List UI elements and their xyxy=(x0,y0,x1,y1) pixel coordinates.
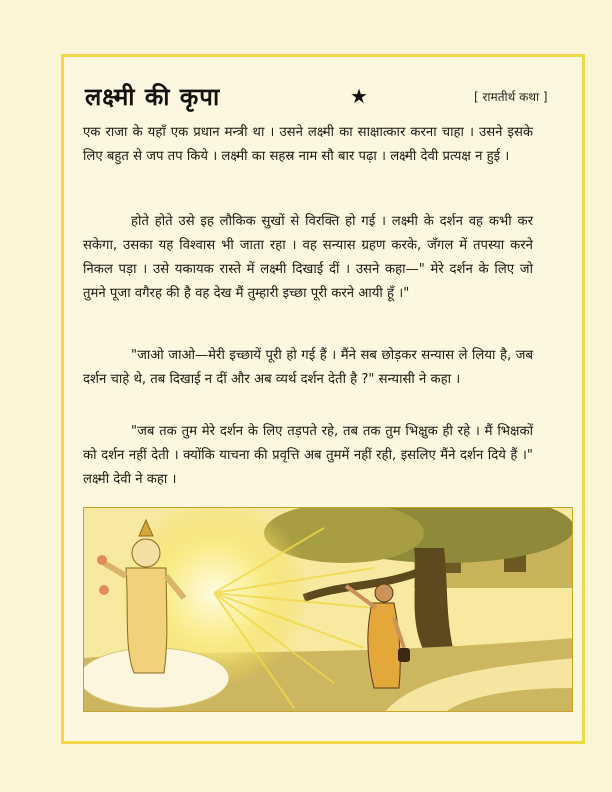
paragraph-text: एक राजा के यहाँ एक प्रधान मन्त्री था । उसने लक्ष्मी का साक्षात्कार करना चाहा । उसने इसके लिए बहुत से जप तप किये । लक्ष्मी का सहस्र नाम सौ बार पढ़ा । लक्ष्मी देवी प्रत्यक्ष न हुई । xyxy=(83,125,533,164)
story-paragraph-3 xyxy=(83,344,533,392)
story-paragraph-1 xyxy=(83,121,533,169)
star-ornament: ★ xyxy=(350,84,368,108)
illustration-svg xyxy=(84,508,573,712)
paragraph-text: होते होते उसे इह लौकिक सुखों से विरक्ति हो गई । लक्ष्मी के दर्शन वह कभी कर सकेगा, उसका यह विश्वास भी जाता रहा । वह सन्यास ग्रहण करके, जँगल में तपस्या करने निकल पड़ा । उसे यकायक रास्ते में लक्ष्मी दिखाई दीं । उसने कहा—" मेरे दर्शन के लिए जो तुमने पूजा वगैरह की है वह देख मैं तुम्हारी इच्छा पूरी करने आयी हूँ ।" xyxy=(83,214,533,301)
story-title: लक्ष्मी की कृपा xyxy=(85,83,221,111)
series-tag: [ रामतीर्थ कथा ] xyxy=(474,90,548,104)
paragraph-text: "जब तक तुम मेरे दर्शन के लिए तड़पते रहे, तब तक तुम भिक्षुक ही रहे । मैं भिक्षकों को दर्शन नहीं देती । क्योंकि याचना की प्रवृत्ति अब तुममें नहीं रही, इसलिए मैंने दर्शन दिये हैं ।" लक्ष्मी देवी ने कहा । xyxy=(83,424,533,487)
kamandal-pot xyxy=(398,648,410,662)
paragraph-text: "जाओ जाओ—मेरी इच्छायें पूरी हो गई हैं । मैंने सब छोड़कर सन्यास ले लिया है, जब दर्शन चाहे थे, तब दिखाई न दीं और अब व्यर्थ दर्शन देती है ?" सन्यासी ने कहा । xyxy=(83,348,533,387)
story-paragraph-2 xyxy=(83,210,533,306)
story-illustration xyxy=(83,507,573,712)
story-paragraph-4 xyxy=(83,420,533,492)
